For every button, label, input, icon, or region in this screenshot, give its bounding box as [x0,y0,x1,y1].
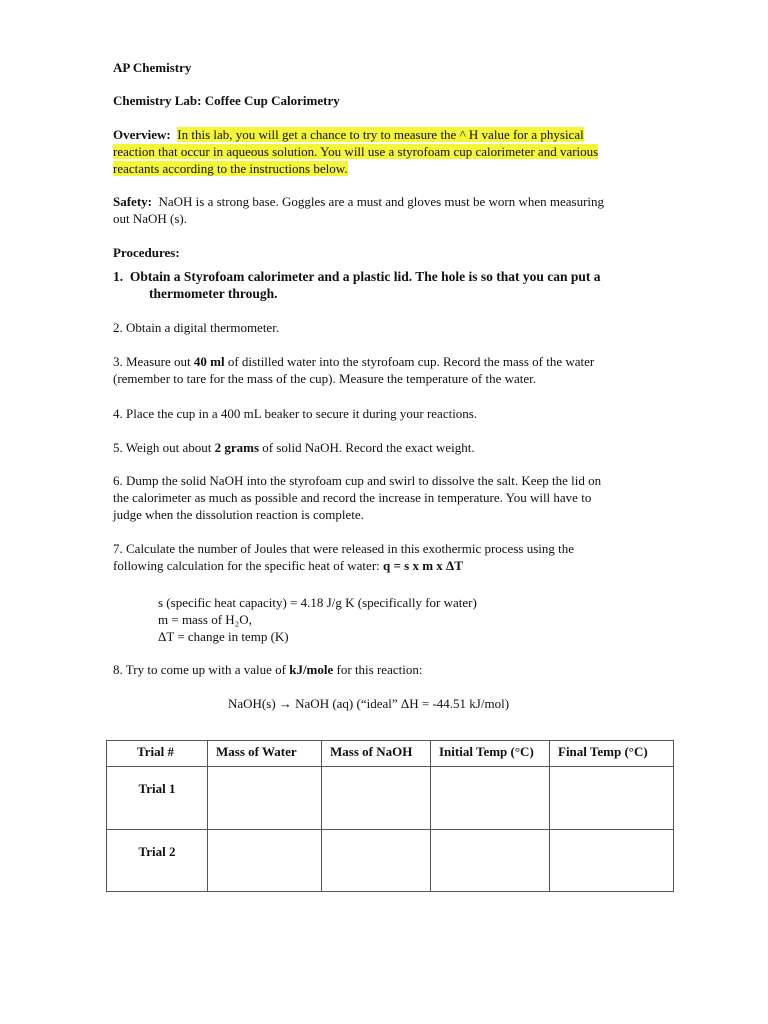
trial-2-mass-water-cell [208,830,322,892]
step-7-line-2: following calculation for the specific heat of water: [113,558,384,573]
procedure-step-7 [113,540,673,574]
variable-definitions [158,594,638,645]
procedure-step-2: 2. Obtain a digital thermometer. [113,320,280,335]
overview-line-1: In this lab, you will get a chance to try to measure the ^ H value for a physical [177,127,584,142]
table-row [107,767,674,830]
procedure-step-8 [113,661,422,678]
step-6-line-2: the calorimeter as much as possible and record the increase in temperature. You will have to [113,490,592,505]
overview-line-2: reaction that occur in aqueous solution. You will use a styrofoam cup calorimeter and various [113,144,599,159]
step-5-text-a: 5. Weigh out about [113,440,215,455]
step-8-text-b: for this reaction: [333,662,423,677]
safety-line-1: NaOH is a strong base. Goggles are a must and gloves must be worn when measuring [158,194,605,209]
procedure-step-5 [113,439,475,456]
procedure-step-4: 4. Place the cup in a 400 mL beaker to secure it during your reactions. [113,406,478,421]
step-6-line-3: judge when the dissolution reaction is complete. [113,507,364,522]
reaction-equation: NaOH(s) → NaOH (aq) (“ideal” ΔH = -44.51 kJ/mol) [228,696,510,711]
trial-2-mass-naoh-cell [322,830,431,892]
step-3-text-b: of distilled water into the styrofoam cup. Record the mass of the water [224,354,595,369]
trial-2-initial-temp-cell [431,830,550,892]
header-initial-temp: Initial Temp (°C) [431,741,550,767]
safety-line-2: out NaOH (s). [113,211,188,226]
step-1-number: 1. [113,269,124,284]
step-1-line-1: Obtain a Styrofoam calorimeter and a plastic lid. The hole is so that you can put a [129,269,601,284]
header-mass-water: Mass of Water [208,741,322,767]
trial-1-mass-water-cell [208,767,322,830]
definition-s: s (specific heat capacity) = 4.18 J/g K (specifically for water) [158,595,477,610]
trials-table [106,740,674,892]
overview-line-3: reactants according to the instructions below. [113,161,348,176]
procedures-heading: Procedures: [113,245,180,260]
procedure-step-3 [113,353,673,387]
course-title: AP Chemistry [113,60,192,75]
trial-2-final-temp-cell [550,830,674,892]
procedure-step-1 [113,268,673,302]
table-header-row [107,741,674,767]
header-trial-number: Trial # [107,741,208,767]
safety-section [113,193,673,227]
step-8-unit: kJ/mole [289,662,334,677]
safety-label: Safety: [113,194,152,209]
step-5-mass: 2 grams [214,440,260,455]
lab-title: Chemistry Lab: Coffee Cup Calorimetry [113,93,340,108]
heat-formula: q = s x m x ΔT [383,558,463,573]
step-3-volume: 40 ml [193,354,225,369]
header-mass-naoh: Mass of NaOH [322,741,431,767]
step-8-text-a: 8. Try to come up with a value of [113,662,290,677]
trial-1-final-temp-cell [550,767,674,830]
step-7-line-1: 7. Calculate the number of Joules that were released in this exothermic process using the [113,541,574,556]
step-3-line-2: (remember to tare for the mass of the cup). Measure the temperature of the water. [113,371,537,386]
overview-label: Overview: [113,127,171,142]
definition-delta-t: ΔT = change in temp (K) [158,629,289,644]
trial-1-initial-temp-cell [431,767,550,830]
step-6-line-1: 6. Dump the solid NaOH into the styrofoam cup and swirl to dissolve the salt. Keep the lid on [113,473,602,488]
header-final-temp: Final Temp (°C) [550,741,674,767]
step-1-line-2: thermometer through. [149,286,278,301]
procedure-step-6 [113,472,673,523]
overview-section [113,126,673,177]
definition-m: m = mass of H₂O, [158,612,252,627]
trial-1-label: Trial 1 [107,767,208,830]
step-5-text-b: of solid NaOH. Record the exact weight. [259,440,475,455]
trial-1-mass-naoh-cell [322,767,431,830]
trial-2-label: Trial 2 [107,830,208,892]
step-3-text-a: 3. Measure out [113,354,194,369]
table-row [107,830,674,892]
